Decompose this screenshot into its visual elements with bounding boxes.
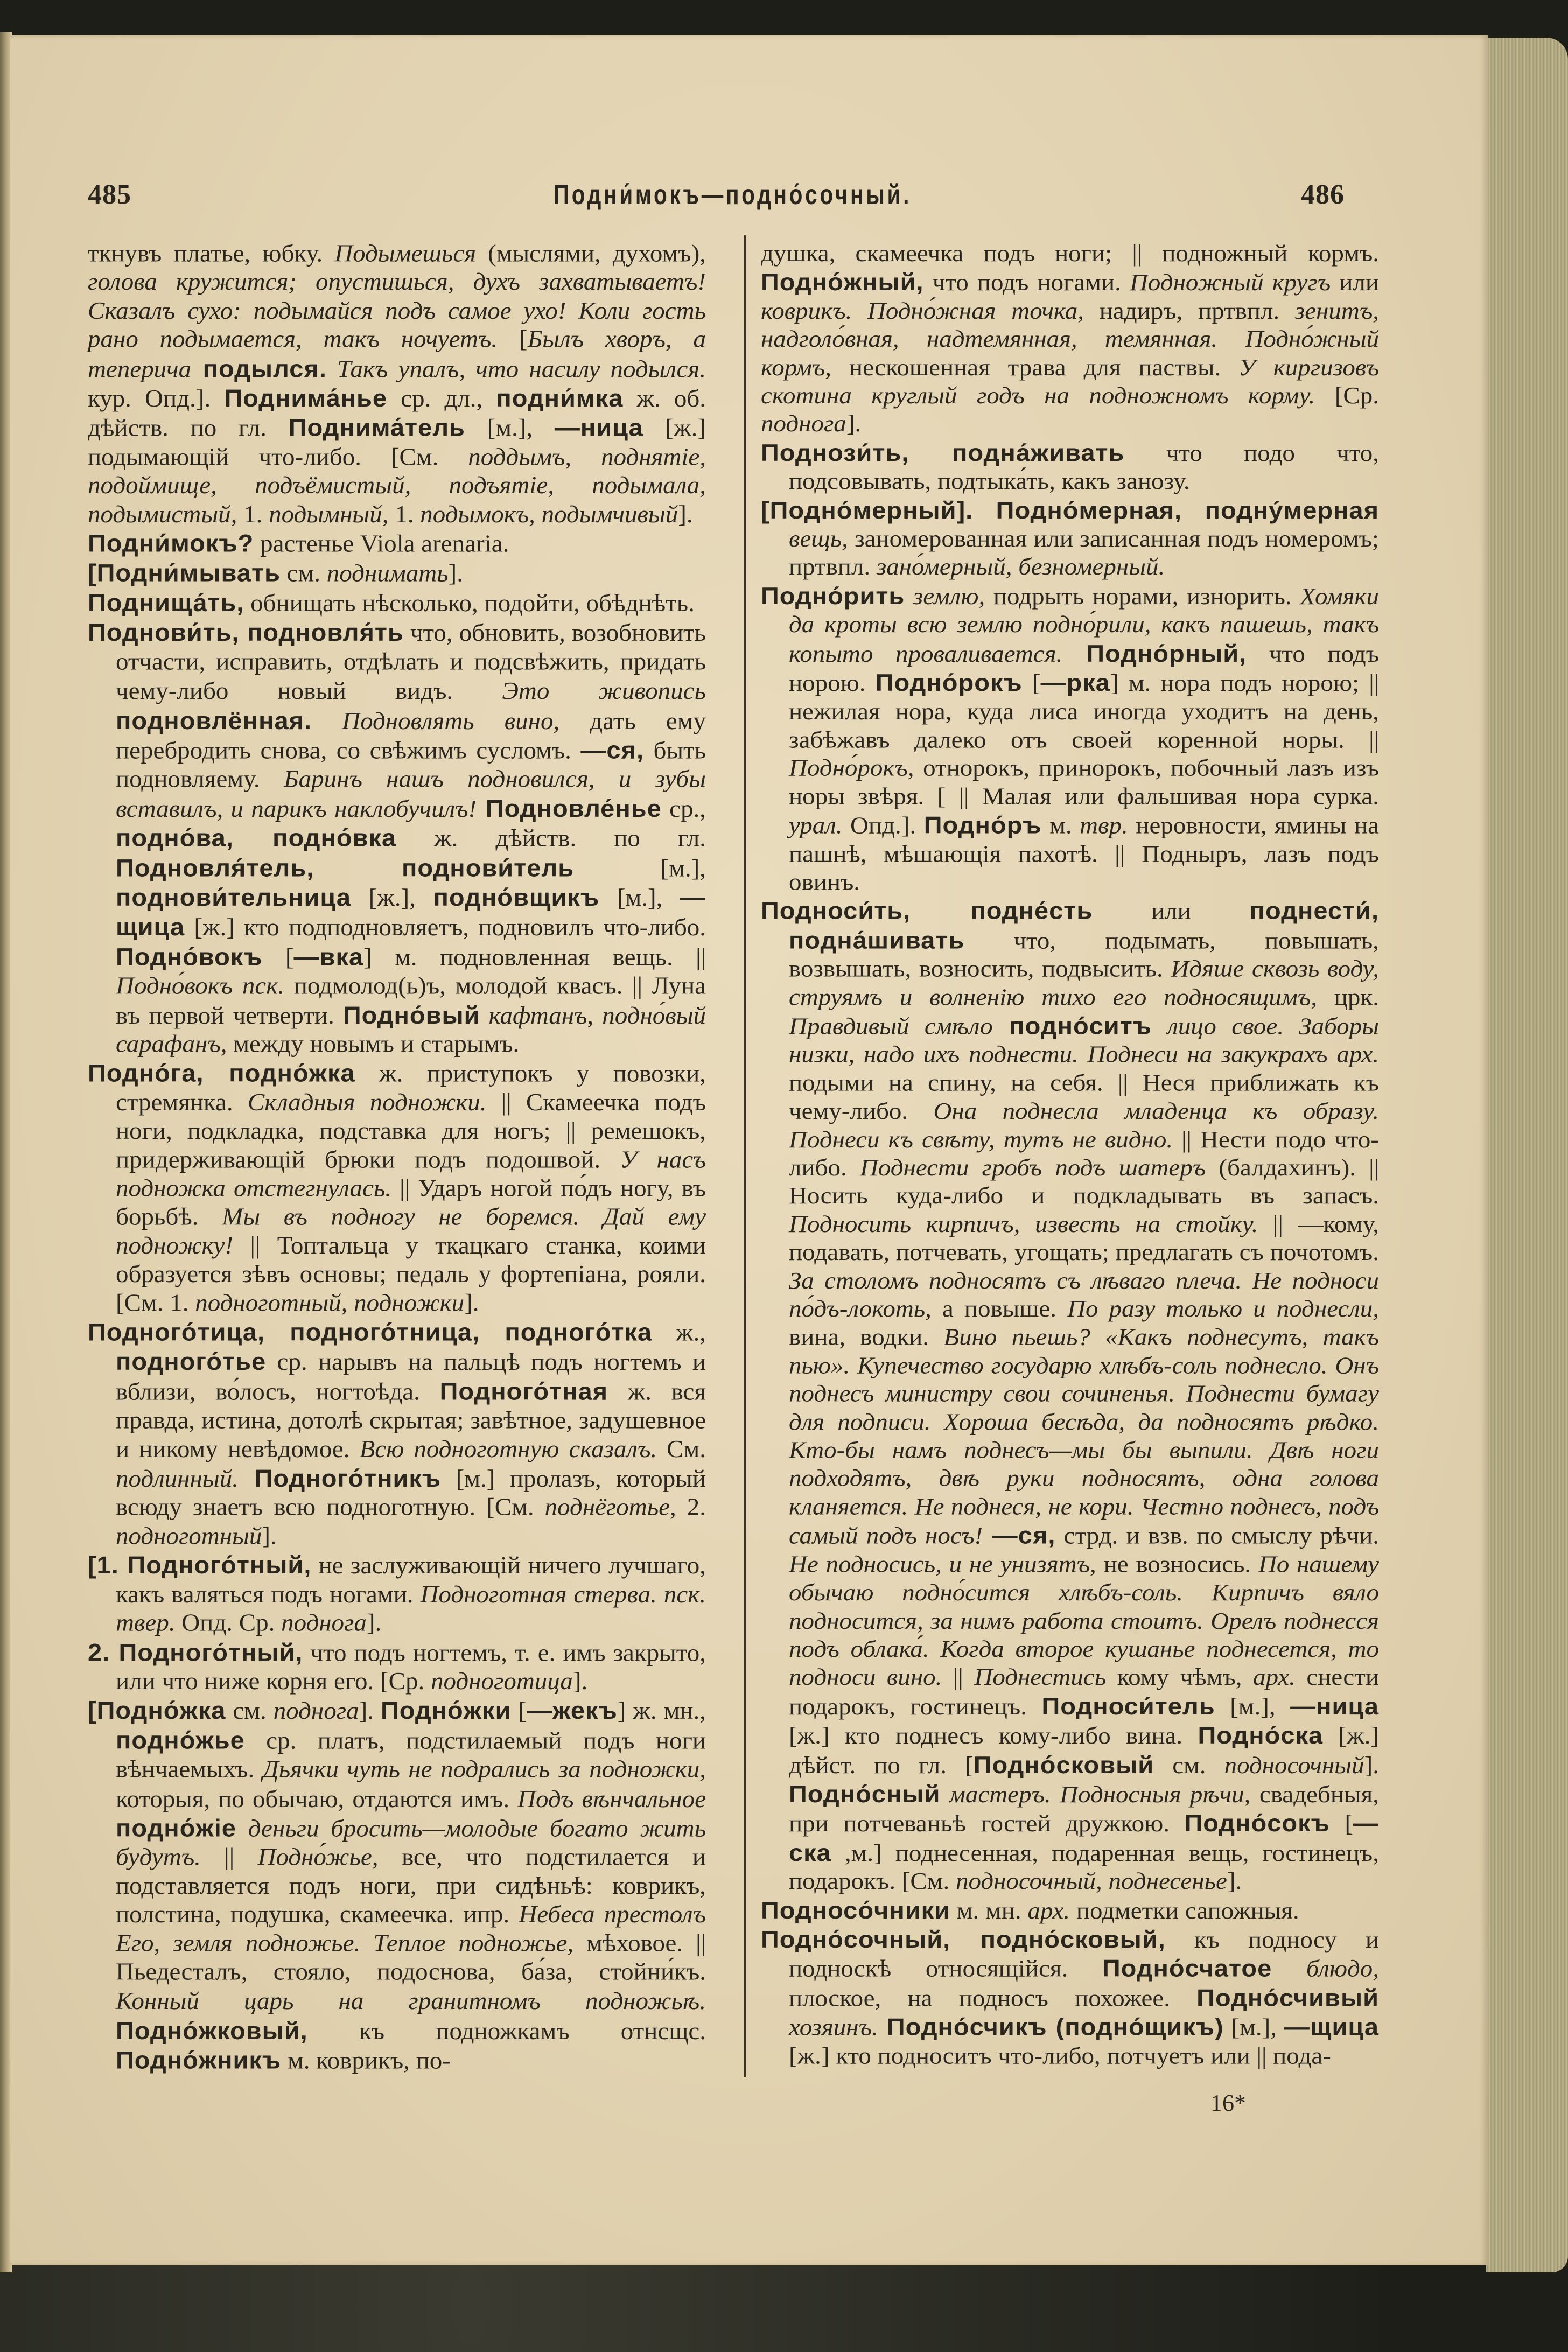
headword: подно́жье [116, 1726, 245, 1754]
headword: —вка [293, 942, 364, 970]
example-text: Мы въ подногу не боремся. Дай ему подножку! [116, 1203, 706, 1259]
headword: Подно́жникъ [116, 2046, 282, 2074]
dictionary-entry [761, 240, 1379, 438]
definition-text: къ подножкамъ отнсщс. [307, 2018, 706, 2045]
example-text: пск. [242, 972, 284, 999]
headword: Подно́мерная, подну́мерная [973, 496, 1379, 524]
example-text: подноготный, подножки [195, 1289, 465, 1317]
example-text: подноготный [116, 1522, 262, 1550]
definition-text: м. мн. [950, 1897, 1028, 1924]
example-text: поднёготье, [544, 1494, 676, 1521]
definition-text: свадебныя, при потчеваньѣ гостей дружкою. [789, 1781, 1379, 1837]
example-text: зенитъ, надголо́вная, надтемянная, темянная. Подно́жный кормъ, [761, 297, 1379, 381]
example-text: арх. [1027, 1897, 1070, 1924]
definition-text: плоское, на подносъ похожее. [789, 1985, 1197, 2012]
example-text: Подножный кругъ [1129, 269, 1331, 296]
dictionary-entry [88, 1059, 706, 1318]
headword: Подно́сный [789, 1780, 941, 1808]
definition-text: отнорокъ, принорокъ, побочный лазъ изъ норы звѣря. [ || Малая или фальшивая нора сурка. [789, 754, 1379, 810]
example-text: Конный царь на гранитномъ подножьѣ. [116, 1988, 706, 2015]
definition-text: подрыть норами, изнорить. [985, 583, 1300, 610]
example-text: Подно́рокъ, [789, 754, 914, 782]
example-text: Не подносись, и не унизятъ, [789, 1551, 1096, 1578]
headword: —ся, [580, 736, 644, 764]
headword: Подно́счикъ (подно́щикъ) [878, 2013, 1224, 2041]
definition-text: [м.], [1215, 1693, 1291, 1720]
headword: подно́ситъ [992, 1012, 1152, 1039]
definition-text: [м.], [1223, 2014, 1284, 2041]
definition-text: 1. [388, 501, 421, 528]
dictionary-entry [88, 618, 706, 1059]
page-number-right: 486 [1301, 179, 1345, 210]
example-text: поднога [281, 1609, 367, 1637]
definition-text: мѣховое. || Пьедесталъ, стояло, подоснова, ба́за, стойни́къ. [116, 1929, 706, 1986]
definition-text: между новымъ и старымъ. [227, 1031, 520, 1058]
headword: [1. Подного́тный, [88, 1551, 312, 1579]
definition-text: заномерованная или записанная подъ номеромъ; пртвпл. [789, 526, 1379, 581]
example-text: Всю подноготную сказалъ. [359, 1436, 657, 1463]
definition-text: все, что подстилается и подставляется подъ ноги, при сидѣньѣ: коврикъ, полстина, подушка, скамеечка. ипр. [116, 1844, 706, 1928]
definition-text: см. [280, 560, 327, 587]
example-text: землю, [913, 583, 985, 610]
definition-text: дать ему перебродить снова, со свѣжимъ сусломъ. [116, 708, 706, 765]
headword: Подно́сковый [973, 1751, 1154, 1778]
headword: Подного́тникъ [238, 1464, 442, 1492]
example-text: Баринъ нашъ подновился, и зубы вставилъ, и парикъ наклобучилъ! [116, 766, 706, 823]
definition-text: [ [1022, 670, 1041, 697]
definition-text: ж. об. дѣйств. по гл. [88, 385, 706, 442]
headword: —ница [1290, 1692, 1380, 1720]
headword: Подно́рить [761, 582, 905, 610]
example-text: кафтанъ, подно́вый сарафанъ, [116, 1002, 706, 1058]
example-text: мастеръ. Подносныя рѣчи, [949, 1781, 1251, 1808]
definition-text: [ж.] дѣйст. по гл. [ [789, 1723, 1379, 1779]
example-text: подымный, [269, 501, 389, 528]
example-text: Поднести гробъ подъ шатеръ [859, 1154, 1206, 1181]
example-text: Поднестись [974, 1664, 1107, 1691]
headword: Подносо́чники [761, 1896, 951, 1923]
headword: —щица [116, 883, 706, 941]
definition-text: [м.], [599, 884, 680, 912]
definition-text: душка, скамеечка подъ ноги; || подножный кормъ. [761, 240, 1379, 267]
definition-text: ]. [1227, 1868, 1242, 1895]
definition-text: ж. вся правда, истина, дотолѣ скрытая; завѣтное, задушевное и никому невѣдомое. [116, 1378, 706, 1463]
definition-text: вина, водки. [789, 1324, 944, 1351]
definition-text: ср., [661, 795, 706, 823]
definition-text: быть подновляему. [116, 737, 706, 793]
example-text: поддымъ, поднятіе, подоймище, подъёмистый, подъятіе, подымала, подымистый, [88, 443, 706, 528]
definition-text: (балдахинъ). || Носить куда-либо и подкладывать въ запасъ. [789, 1154, 1379, 1209]
headword: Подно́сочный, подно́сковый, [761, 1926, 1166, 1953]
definition-text: которыя, по обычаю, отдаются имъ. [116, 1786, 518, 1813]
definition-text: [ [498, 326, 528, 353]
definition-text: [ [262, 943, 294, 971]
definition-text: ]. [262, 1522, 277, 1550]
headword: подновлённая. [116, 706, 312, 734]
example-text: Она поднесла младенца къ образу. Поднеси къ свѣту, тутъ не видно. [789, 1098, 1379, 1153]
example-text: Былъ хворъ, а теперича [88, 326, 706, 383]
headword: подного́тье [116, 1348, 267, 1375]
definition-text: || Ударъ ногой по́дъ ногу, въ борьбѣ. [116, 1175, 706, 1231]
definition-text: [Ср. [1315, 382, 1380, 409]
definition-text: || [942, 1664, 975, 1691]
definition-text: [ [1329, 1810, 1353, 1837]
dictionary-entry [88, 529, 706, 559]
headword: Подно́га, подно́жка [88, 1059, 355, 1087]
headword: подно́ва, подно́вка [116, 824, 397, 852]
definition-text: [м.], [574, 855, 706, 882]
example-text: Подъ вѣнчальное [517, 1786, 706, 1813]
definition-text: ]. [572, 1668, 588, 1695]
headword: Подно́вокъ [116, 942, 263, 970]
definition-text: || —кому, подавать, потчевать, угощать; предлагать съ почотомъ. [789, 1211, 1379, 1266]
example-text: Складныя подножки. [247, 1089, 487, 1116]
definition-text [1328, 1041, 1337, 1068]
example-text: поднимать [326, 560, 449, 587]
definition-text: или [1093, 898, 1250, 925]
definition-text: см. [226, 1697, 274, 1725]
headword: подно́вщикъ [433, 883, 600, 911]
dictionary-entry [761, 496, 1379, 582]
example-text: У киргизовъ скотина круглый годъ на подножномъ корму. [761, 354, 1380, 409]
example-text: урал. [789, 812, 843, 839]
headword: —ска [789, 1809, 1379, 1866]
headword: Поднима́нье [224, 384, 388, 412]
headword: —жекъ [527, 1696, 618, 1724]
definition-text: 1. [237, 501, 269, 528]
dictionary-entry [761, 897, 1379, 1896]
example-text: голова кружится; опустишься, духъ захватываетъ! Сказалъ сухо: подымайся подъ самое ухо! Коли гость рано подымается, такъ ночуетъ. [88, 269, 706, 353]
definition-text: [м.] пролазъ, который всюду знаетъ всю подноготную. [См. [116, 1465, 706, 1521]
headword: Подно́счатое [1102, 1955, 1272, 1982]
definition-text: подметки сапожныя. [1070, 1897, 1299, 1924]
page-edges [1486, 38, 1568, 2272]
definition-text: ]. [366, 1609, 382, 1637]
definition-text: См. [657, 1436, 706, 1463]
example-text: По разу только и поднесли, [1067, 1296, 1379, 1322]
definition-text: кур. Опд.]. [88, 385, 225, 412]
definition-text: или [1331, 269, 1379, 296]
example-text: Подноготная стерва. [420, 1581, 657, 1608]
definition-text: ,м.] поднесенная, подаренная вещь, гостинецъ, подарокъ. [См. [789, 1839, 1379, 1895]
definition-text: обнищать нѣсколько, подойти, обѣднѣть. [244, 590, 695, 617]
definition-text: растенье Viola arenaria. [254, 530, 509, 558]
definition-text: ]. [846, 410, 862, 437]
definition-text: 2. [676, 1494, 706, 1521]
headword: подылся. [191, 354, 327, 382]
headword: Подноси́ть, подне́сть [761, 897, 1093, 925]
example-text: Хомяки да кроты всю землю подно́рили, какъ пашешь, такъ копыто проваливается. [789, 583, 1380, 668]
definition-text [657, 1581, 664, 1608]
definition-text: подмолод(ь)ъ, молодой квасъ. || Луна въ первой четверти. [116, 972, 706, 1030]
headword: Поднима́тель [288, 414, 465, 442]
definition-text: [ж.], [351, 884, 433, 912]
definition-text [480, 1002, 489, 1029]
definition-text: || Нести подо что-либо. [789, 1126, 1379, 1181]
dictionary-entry [761, 438, 1379, 496]
headword: Подного́тная [439, 1377, 608, 1405]
column-divider [744, 235, 746, 2077]
dictionary-column-right [761, 240, 1379, 2070]
definition-text: ж., [652, 1319, 706, 1346]
definition-text: [ж.] подымающій что-либо. [См. [88, 415, 706, 471]
headword: [Подни́мывать [88, 559, 281, 587]
definition-text: не возносись. [1096, 1551, 1258, 1578]
headword: подни́мка [496, 384, 624, 412]
headword: Подно́жки [380, 1696, 512, 1724]
definition-text: подыми на спину, на себя. || Неся приближать къ чему-либо. [789, 1069, 1379, 1125]
example-text: блюдо, [1306, 1956, 1379, 1983]
headword: —щица [1284, 2013, 1379, 2041]
book-page [10, 35, 1488, 2265]
example-text: деньги бросить—молодые богато жить будутъ. [116, 1815, 706, 1871]
definition-text: м. [1041, 812, 1080, 839]
headword: Поднища́ть, [88, 589, 244, 617]
dictionary-entry [88, 1638, 706, 1696]
headword: Подноси́тель [1041, 1692, 1215, 1720]
dictionary-entry [88, 1551, 706, 1637]
definition-text: неровности, ямины на пашнѣ, мѣшающія пахотѣ. || Подныръ, лазъ подъ овинъ. [789, 812, 1379, 895]
example-text: подноготица [431, 1668, 573, 1695]
example-text: Это живопись [502, 677, 706, 705]
headword: Подно́ръ [923, 811, 1042, 838]
example-text: хозяинъ. [789, 2014, 878, 2041]
definition-text: црк. [1317, 984, 1379, 1011]
dictionary-entry [761, 582, 1379, 897]
headword: Подновле́нье [477, 794, 662, 822]
example-text: арх. [1336, 1041, 1380, 1068]
example-text: Такъ упалъ, что насилу подылся. [326, 355, 706, 383]
example-text: Подно́жье, [257, 1844, 379, 1871]
example-text: подносочный [1224, 1752, 1364, 1779]
definition-text: ]. [678, 501, 693, 528]
definition-text: ткнувъ платье, юбку. [88, 240, 335, 267]
headword: Подно́жный, [761, 268, 924, 296]
headword: Подно́вый [342, 1001, 480, 1029]
definition-text: ]. [464, 1289, 479, 1317]
example-text: вещь, [789, 526, 848, 552]
headword: —ся, [983, 1522, 1056, 1549]
definition-text: [м.], [465, 415, 555, 442]
example-text: Дьячки чуть не подрались за подножки, [262, 1756, 706, 1783]
definition-text [905, 583, 913, 610]
definition-text: къ подносу и подноскѣ относящійся. [789, 1926, 1379, 1983]
example-text: лицо свое. Заборы низки, надо ихъ поднести. Поднеси на закукрахъ [789, 1013, 1379, 1068]
definition-text: ср. дл., [387, 385, 496, 412]
definition-text: Опд.]. [842, 812, 924, 839]
dictionary-entry [88, 589, 706, 618]
example-text: Подносить кирпичъ, известь на стойку. [789, 1211, 1258, 1238]
headword: 2. Подного́тный, [88, 1638, 303, 1666]
example-text: поднога [761, 410, 846, 437]
definition-text: м. коврикъ, по- [281, 2047, 451, 2075]
definition-text: стрд. и взв. по смыслу рѣчи. [1055, 1523, 1379, 1550]
definition-text: см. [1154, 1752, 1224, 1779]
dictionary-entry [88, 240, 706, 529]
definition-text: (мыслями, духомъ), [476, 240, 706, 267]
dictionary-entry [88, 1696, 706, 2076]
definition-text: ] ж. мн., [617, 1697, 706, 1725]
definition-text: || Скамеечка подъ ноги, подкладка, подставка для ногъ; || ремешокъ, придерживающій брюки подъ подошвой. [116, 1089, 706, 1173]
example-text: За столомъ подносятъ съ лѣваго плеча. Не подноси по́дъ-локоть, [789, 1267, 1379, 1322]
example-text: поднога [273, 1697, 359, 1725]
example-text: пск. твер. [116, 1581, 706, 1637]
definition-text [1272, 1956, 1306, 1982]
definition-text: || Топтальца у ткацкаго станка, коими образуется зѣвъ основы; педаль у фортепіана, рояли. [См. 1. [116, 1232, 706, 1317]
headword: Подни́мокъ? [88, 529, 254, 557]
headword: поднести́, подна́шивать [789, 897, 1379, 954]
page-number-left: 485 [88, 179, 131, 210]
headword: Поднови́ть, подновля́ть [88, 618, 404, 646]
example-text: У насъ подножка отстегнулась. [116, 1146, 706, 1202]
example-text: Небеса престолъ Его, земля подножье. Теплое подножье, [116, 1901, 706, 1957]
definition-text: Опд. Ср. [175, 1609, 282, 1637]
definition-text: ]. [448, 560, 463, 587]
dictionary-entry [761, 1896, 1379, 1925]
definition-text: ж. приступокъ у повозки, стремянка. [116, 1060, 706, 1116]
headword: Подно́ска [1198, 1721, 1324, 1749]
definition-text: что подо что, подсовывать, подтыка́ть, какъ занозу. [789, 440, 1379, 495]
running-title: Подни́мокъ—подно́сочный. [553, 179, 912, 211]
definition-text: а повыше. [931, 1296, 1068, 1322]
definition-text: что подъ ногтемъ, т. е. имъ закрыто, или что ниже корня его. [Ср. [116, 1639, 706, 1695]
definition-text: нескошенная трава для паствы. [831, 354, 1239, 381]
headword: Подно́сокъ [1184, 1809, 1330, 1837]
headword: Подного́тица, подного́тница, подного́тка [88, 1318, 653, 1346]
signature-mark: 16* [1210, 2090, 1246, 2116]
definition-text: что, обновить, возобновить отчасти, исправить, отдѣлать и подсвѣжить, придать чему-либо новый видъ. [116, 619, 706, 705]
headword: подно́жіе [116, 1814, 236, 1842]
definition-text: ]. [1364, 1752, 1379, 1779]
definition-text [940, 1781, 949, 1808]
definition-text: [ж.] кто подноситъ что-либо, потчуетъ или || пода- [789, 2042, 1331, 2069]
example-text: По нашему обычаю подно́сится хлѣбъ-соль. Кирпичъ вяло подносится, за нимъ работа стоитъ. Орелъ поднесся подъ облака́. Когда второе кушанье поднесется, то подноси вино. [789, 1551, 1379, 1691]
definition-text: [ [511, 1697, 527, 1725]
example-text: коврикъ. Подно́жная точка, [761, 297, 1084, 325]
headword: —ница [554, 414, 643, 442]
definition-text: кому чѣмъ, [1106, 1664, 1254, 1691]
headword: Подно́рный, [1062, 640, 1247, 667]
headword: [Подно́мерный]. [761, 496, 974, 524]
example-text: Вино пьешь? «Какъ поднесутъ, такъ пью». Купечество государю хлѣбъ-соль поднесло. Онъ поднесъ министру свои сочиненья. Поднести бумагу для подписи. Хороша бесѣда, да подносятъ рѣдко. Кто-бы намъ поднесъ—мы бы выпили. Двѣ ноги подходятъ, двѣ руки подносятъ, одна голова кланяется. Не поднеся, не кори. Честно поднесъ, подъ самый подъ носъ! [789, 1324, 1379, 1550]
definition-text: что подъ ногами. [923, 269, 1130, 296]
example-text: подносочный, поднесенье [955, 1868, 1227, 1895]
example-text: подымокъ, подымчивый [420, 501, 678, 528]
headword: Подновля́тель, поднови́тель [116, 853, 575, 881]
dictionary-entry [761, 1925, 1379, 2070]
example-text: Подновлять вино, [312, 708, 560, 734]
definition-text: || [200, 1844, 258, 1871]
definition-text: ] м. нора подъ норою; || нежилая нора, куда лиса иногда уходитъ на день, забѣжавъ далеко отъ своей коренной норы. || [789, 670, 1380, 753]
headword: [Подно́жка [88, 1696, 226, 1724]
definition-text: ж. дѣйств. по гл. [396, 825, 706, 852]
headword: поднови́тельница [116, 883, 351, 911]
definition-text: [ж.] кто подподновляетъ, подновилъ что-либо. [185, 914, 706, 941]
example-text: твр. [1080, 812, 1128, 839]
dictionary-column-left [88, 240, 706, 2076]
definition-text: снести подарокъ, гостинецъ. [789, 1664, 1379, 1720]
definition-text: что, подымать, повышать, возвышать, возносить, подвысить. [789, 927, 1379, 983]
headword: Поднози́ть, подна́живать [761, 439, 1125, 466]
example-text: зано́мерный, безномерный. [876, 554, 1165, 581]
definition-text: ] м. подновленная вещь. || [363, 943, 706, 971]
headword: Подно́рокъ [875, 669, 1023, 696]
definition-text: ]. [359, 1697, 381, 1725]
headword: Подно́счивый [1196, 1984, 1379, 2011]
example-text: подлинный. [116, 1465, 239, 1493]
dictionary-entry [88, 559, 706, 589]
example-text: Правдивый смѣло [789, 1013, 993, 1040]
definition-text: [ж.] кто поднесъ кому-либо вина. [789, 1723, 1198, 1749]
definition-text: ср. платъ, подстилаемый подъ ноги вѣнчаемыхъ. [116, 1727, 706, 1783]
definition-text: ср. нарывъ на пальцѣ подъ ногтемъ и вблизи, во́лосъ, ногтоѣда. [116, 1349, 706, 1406]
definition-text: надиръ, пртвпл. [1083, 297, 1295, 325]
example-text: Подно́вокъ [116, 972, 233, 999]
definition-text [233, 972, 242, 999]
dictionary-entry [88, 1318, 706, 1551]
example-text: Идяше сквозь воду, струямъ и волненію тихо его подносящимъ, [789, 955, 1379, 1011]
definition-text: не заслуживающій ничего лучшаго, какъ валяться подъ ногами. [116, 1552, 706, 1608]
example-text: арх. [1253, 1664, 1296, 1691]
example-text: Подымешься [334, 240, 477, 267]
headword: Подно́жковый, [116, 2017, 308, 2045]
headword: —рка [1040, 669, 1110, 696]
definition-text: что подъ норою. [789, 641, 1379, 697]
